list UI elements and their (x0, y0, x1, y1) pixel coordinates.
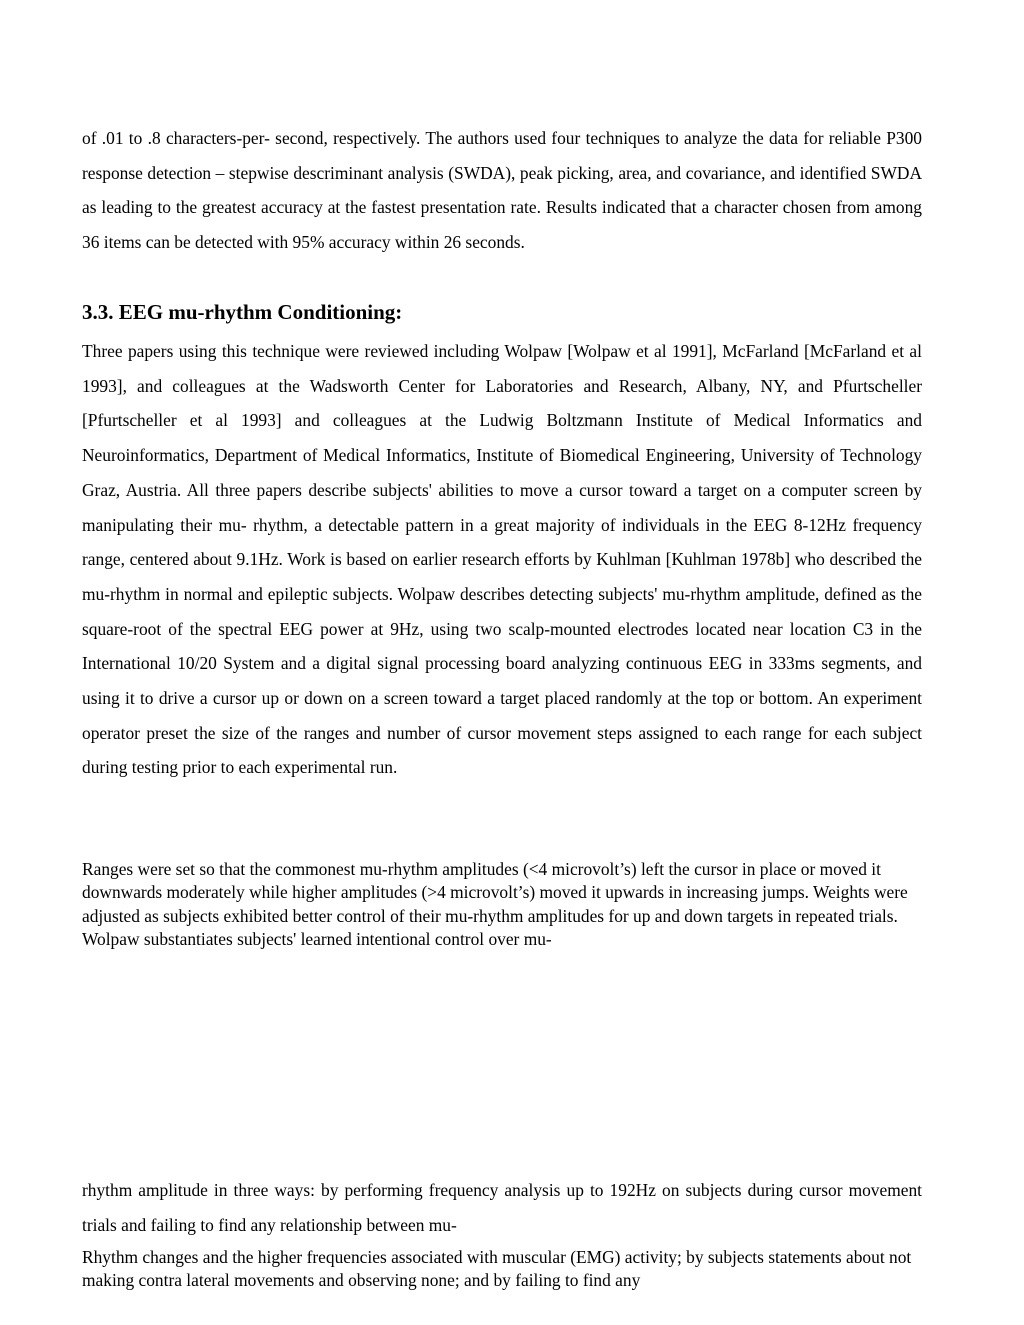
paragraph-text: Three papers using this technique were reviewed including Wolpaw [Wolpaw et al 1991], McFarland [McFarland et al 1993], and colleagues at the Wadsworth Center for Laboratories and Research, Albany, NY, and Pfurtscheller [Pfurtscheller et al 1993] and colleagues at the Ludwig Boltzmann Institute of Medical Informatics and Neuroinformatics, Department of Medical Informatics, Institute of Biomedical Engineering, University of Technology Graz, Austria. All three papers describe subjects' abilities to move a cursor toward a target on a computer screen by manipulating their mu- rhythm, a detectable pattern in a great majority of individuals in the EEG 8-12Hz frequency range, centered about 9.1Hz. Work is based on earlier research efforts by Kuhlman [Kuhlman 1978b] who described the mu-rhythm in normal and epileptic subjects. Wolpaw describes detecting subjects' mu-rhythm amplitude, defined as the square-root of the spectral EEG power at 9Hz, using two scalp-mounted electrodes located near location C3 in the International 10/20 System and a digital signal processing board analyzing continuous EEG in 333ms segments, and using it to drive a cursor up or down on a screen toward a target placed randomly at the top or bottom. An experiment operator preset the size of the ranges and number of cursor movement steps assigned to each range for each subject during testing prior to each experimental run. (82, 341, 922, 778)
section-heading (82, 297, 922, 327)
paragraph-rhythm-amplitude (82, 1173, 922, 1242)
paragraph-text: Rhythm changes and the higher frequencies associated with muscular (EMG) activity; by subjects statements about not making contra lateral movements and observing none; and by failing to find any (82, 1247, 912, 1291)
paragraph-text: Ranges were set so that the commonest mu-rhythm amplitudes (<4 microvolt’s) left the cursor in place or moved it downwards moderately while higher amplitudes (>4 microvolt’s) moved it upwards in increasing jumps. Weights were adjusted as subjects exhibited better control of their mu-rhythm amplitudes for up and down targets in repeated trials. Wolpaw substantiates subjects' learned intentional control over mu- (82, 859, 908, 950)
paragraph-text: rhythm amplitude in three ways: by performing frequency analysis up to 192Hz on subjects during cursor movement trials and failing to find any relationship between mu- (82, 1180, 922, 1235)
paragraph-ranges (82, 858, 927, 952)
paragraph-continued (82, 121, 922, 260)
paragraph-mu-rhythm (82, 334, 922, 785)
paragraph-text: of .01 to .8 characters-per- second, respectively. The authors used four techniques to analyze the data for reliable P300 response detection – stepwise descriminant analysis (SWDA), peak picking, area, and covariance, and identified SWDA as leading to the greatest accuracy at the fastest presentation rate. Results indicated that a character chosen from among 36 items can be detected with 95% accuracy within 26 seconds. (82, 128, 922, 253)
paragraph-rhythm-changes (82, 1246, 927, 1293)
section-title: 3.3. EEG mu-rhythm Conditioning: (82, 300, 403, 324)
